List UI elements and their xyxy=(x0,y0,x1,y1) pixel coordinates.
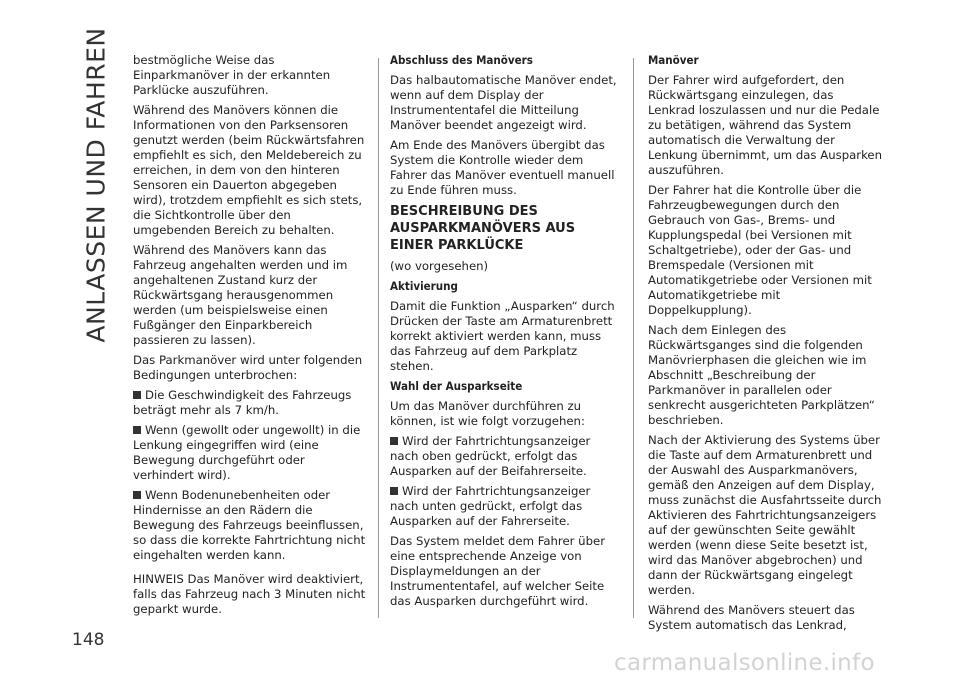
subheading: Manöver xyxy=(648,53,699,67)
paragraph: Das Parkmanöver wird unter folgenden Bedingungen unterbrochen: xyxy=(133,353,363,382)
paragraph: Nach der Aktivierung des Systems über die Taste auf dem Armaturenbrett und der Auswahl des Ausparkmanövers, gemäß den Anzeigen auf dem Display, muss zunächst die Ausfahrtsseite durch Aktivieren des Fahrtrichtungsanzeigers auf der gewünschten Seite gewählt werden (wenn diese Seite besetzt ist, wird das Manöver abgebrochen) und dann der Rückwärtsgang eingelegt werden. xyxy=(648,433,882,597)
bullet-item: Wenn Bodenunebenheiten oder Hindernisse an den Rädern die Bewegung des Fahrzeugs beeinflussen, so dass die korrekte Fahrtrichtung nicht eingehalten werden kann. xyxy=(133,488,366,562)
square-bullet-icon xyxy=(133,491,141,499)
subheading: Abschluss des Manövers xyxy=(390,53,533,67)
paragraph: Der Fahrer hat die Kontrolle über die Fahrzeugbewegungen durch den Gebrauch von Gas-, Brems- und Kupplungspedal (bei Versionen mit Schaltgetriebe), oder der Gas- und Bremspedale (Versionen mit Automatikgetriebe oder Versionen mit Automatikgetriebe mit Doppelkupplung). xyxy=(648,183,872,317)
column-2 xyxy=(390,53,622,614)
paragraph: (wo vorgesehen) xyxy=(390,259,489,273)
bullet-item: Wenn (gewollt oder ungewollt) in die Lenkung eingegriffen wird (eine Bewegung durchgeführt oder verhindert wird). xyxy=(133,423,361,482)
column-3 xyxy=(648,53,883,638)
square-bullet-icon xyxy=(133,426,141,434)
bullet-item: Wird der Fahrtrichtungsanzeiger nach oben gedrückt, erfolgt das Ausparken auf der Beifahrerseite. xyxy=(390,434,591,478)
note-paragraph: HINWEIS Das Manöver wird deaktiviert, falls das Fahrzeug nach 3 Minuten nicht geparkt wurde. xyxy=(133,572,366,616)
paragraph: Nach dem Einlegen des Rückwärtsganges sind die folgenden Manövrierphasen die gleichen wie im Abschnitt „Beschreibung der Parkmanöver in parallelen oder senkrecht ausgerichteten Parkplätzen“ beschrieben. xyxy=(648,323,875,427)
paragraph: Am Ende des Manövers übergibt das System die Kontrolle wieder dem Fahrer das Manöver eventuell manuell zu Ende führen muss. xyxy=(390,138,615,197)
chapter-side-title xyxy=(60,0,132,683)
section-heading: BESCHREIBUNG DES AUSPARKMANÖVERS AUS EINER PARKLÜCKE xyxy=(390,204,576,253)
column-divider-1 xyxy=(378,58,379,618)
page-number: 148 xyxy=(72,630,105,650)
paragraph: Während des Manövers können die Informationen von den Parksensoren genutzt werden (beim Rückwärtsfahren empfiehlt es sich, den Meldebereich zu erreichen, in dem von den hinteren Sensoren ein Dauerton abgegeben wird), trotzdem empfiehlt es sich stets, die Sichtkontrolle über den umgebenden Bereich zu behalten. xyxy=(133,103,365,237)
paragraph: Während des Manövers steuert das System automatisch das Lenkrad, xyxy=(648,603,855,632)
paragraph: bestmögliche Weise das Einparkmanöver in der erkannten Parklücke auszuführen. xyxy=(133,53,331,97)
bullet-item: Wird der Fahrtrichtungsanzeiger nach unten gedrückt, erfolgt das Ausparken auf der Fahrerseite. xyxy=(390,484,591,528)
column-divider-2 xyxy=(633,58,634,618)
paragraph: Damit die Funktion „Ausparken“ durch Drücken der Taste am Armaturenbrett korrekt aktiviert werden kann, muss das Fahrzeug auf dem Parkplatz stehen. xyxy=(390,299,615,373)
chapter-title-text: ANLASSEN UND FAHREN xyxy=(81,27,111,343)
paragraph: Das halbautomatische Manöver endet, wenn auf dem Display der Instrumententafel die Mitteilung Manöver beendet angezeigt wird. xyxy=(390,73,617,132)
subheading: Wahl der Ausparkseite xyxy=(390,379,523,393)
paragraph: Das System meldet dem Fahrer über eine entsprechende Anzeige von Displaymeldungen an der Instrumententafel, auf welcher Seite das Ausparken durchgeführt wird. xyxy=(390,534,606,608)
paragraph: Der Fahrer wird aufgefordert, den Rückwärtsgang einzulegen, das Lenkrad loszulassen und nur die Pedale zu betätigen, während das System automatisch die Verwaltung der Lenkung übernimmt, um das Ausparken auszuführen. xyxy=(648,73,883,177)
square-bullet-icon xyxy=(390,487,398,495)
subheading: Aktivierung xyxy=(390,279,458,293)
square-bullet-icon xyxy=(133,391,141,399)
square-bullet-icon xyxy=(390,437,398,445)
column-1 xyxy=(133,53,368,622)
paragraph: Während des Manövers kann das Fahrzeug angehalten werden und im angehaltenen Zustand kurz der Rückwärtsgang herausgenommen werden (um beispielsweise einen Fußgänger den Einparkbereich passieren zu lassen). xyxy=(133,243,348,347)
paragraph: Um das Manöver durchführen zu können, ist wie folgt vorzugehen: xyxy=(390,399,585,428)
bullet-item: Die Geschwindigkeit des Fahrzeugs beträgt mehr als 7 km/h. xyxy=(133,388,352,417)
watermark: carmanualsonline.info xyxy=(614,650,875,676)
